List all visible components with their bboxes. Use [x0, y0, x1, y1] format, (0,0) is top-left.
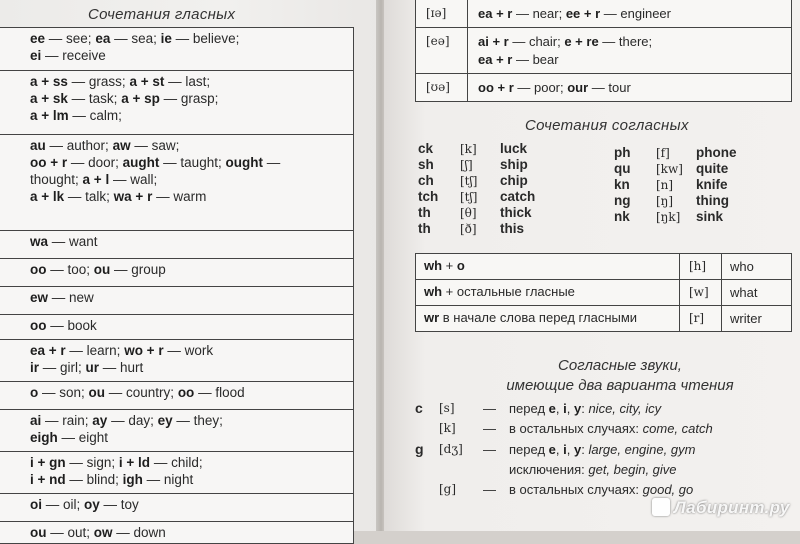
consonant-example: sink	[696, 209, 724, 224]
bold-fragment: au	[30, 138, 46, 153]
labirint-watermark: Лабиринт.ру	[652, 498, 790, 518]
two-readings-title-line2: имеющие два варианта чтения	[506, 377, 734, 394]
vowel-row	[0, 409, 353, 451]
two-readings-title	[470, 356, 770, 396]
bold-fragment: ei	[30, 48, 42, 63]
bold-fragment: wr	[424, 310, 440, 325]
text-fragment: — learn;	[65, 343, 125, 358]
example-cell	[468, 74, 641, 101]
bold-fragment: ow	[93, 525, 113, 540]
consonant-ipa: [θ]	[460, 206, 477, 220]
bold-fragment: a + lm	[30, 108, 69, 123]
reading-text	[509, 481, 693, 498]
text-fragment: перед	[509, 401, 549, 416]
reading-text	[509, 420, 713, 437]
bold-fragment: e	[548, 401, 556, 416]
bold-fragment: i + gn	[30, 455, 66, 470]
text-fragment: —	[262, 155, 281, 170]
bold-fragment: wa + r	[113, 189, 153, 204]
consonant-entry	[418, 157, 535, 173]
consonant-entry	[614, 193, 737, 209]
bold-fragment: oy	[84, 497, 100, 512]
example-words: come, catch	[642, 421, 713, 436]
reading-line	[415, 461, 795, 481]
consonant-entry	[614, 145, 737, 161]
vowel-row	[0, 230, 353, 258]
bold-fragment: oo + r	[478, 80, 514, 95]
text-fragment: — task;	[67, 91, 122, 106]
vowel-row	[0, 258, 353, 286]
bold-fragment: oo + r	[30, 155, 68, 170]
text-fragment: — eight	[57, 430, 109, 445]
text-fragment: — door;	[67, 155, 123, 170]
consonant-combo: ng	[614, 193, 631, 208]
example-words: nice, city, icy	[588, 401, 662, 416]
vowel-row	[0, 451, 353, 493]
consonant-example: this	[500, 221, 525, 236]
consonant-list-right	[614, 145, 737, 225]
consonant-combo: ph	[614, 145, 631, 160]
bold-fragment: ou	[88, 385, 106, 400]
example-cell: what	[730, 285, 758, 300]
reading-text	[509, 400, 661, 417]
bold-fragment: aught	[122, 155, 160, 170]
bold-fragment: ee	[30, 31, 46, 46]
text-fragment: thought;	[30, 172, 83, 187]
consonant-combo: th	[418, 221, 431, 236]
bold-fragment: ea + r	[478, 52, 513, 67]
bold-fragment: e + re	[564, 34, 599, 49]
text-fragment: — child;	[150, 455, 203, 470]
text-fragment: — talk;	[64, 189, 114, 204]
consonant-example: quite	[696, 161, 729, 176]
reading-text	[509, 461, 677, 478]
text-fragment: — last;	[164, 74, 211, 89]
bold-fragment: e	[548, 442, 556, 457]
consonant-entry	[418, 141, 535, 157]
bold-fragment: a + l	[82, 172, 110, 187]
text-fragment: — receive	[41, 48, 106, 63]
r-table-row	[416, 0, 791, 27]
text-fragment: ,	[566, 401, 574, 416]
consonant-combo: tch	[418, 189, 439, 204]
consonant-example: catch	[500, 189, 536, 204]
vowel-row	[0, 493, 353, 521]
r-table-row	[416, 27, 791, 73]
dash: —	[483, 442, 496, 457]
consonant-example: thick	[500, 205, 532, 220]
text-fragment: — saw;	[130, 138, 180, 153]
vowel-row	[0, 381, 353, 409]
letter-g-readings	[415, 441, 795, 501]
text-fragment: — bear	[512, 52, 559, 67]
bold-fragment: ee + r	[565, 6, 601, 21]
text-fragment: исключения:	[509, 462, 589, 477]
consonant-entry	[614, 209, 737, 225]
bold-fragment: a + ss	[30, 74, 68, 89]
bold-fragment: ea	[95, 31, 111, 46]
reading-ipa: [k]	[439, 421, 456, 435]
text-fragment: — taught;	[159, 155, 226, 170]
bold-fragment: ai + r	[478, 34, 509, 49]
bold-fragment: i + nd	[30, 472, 66, 487]
rule-cell	[416, 306, 680, 331]
example-cell	[468, 28, 662, 73]
text-fragment: — see;	[45, 31, 96, 46]
text-fragment: — warm	[152, 189, 207, 204]
reading-ipa: [dʒ]	[439, 442, 463, 456]
consonant-ipa: [tʃ]	[460, 174, 478, 188]
letter-c: c	[415, 400, 423, 416]
text-fragment: — out;	[46, 525, 94, 540]
bold-fragment: y	[573, 401, 582, 416]
bold-fragment: ay	[92, 413, 108, 428]
consonant-combo: qu	[614, 161, 631, 176]
consonant-combo: ch	[418, 173, 434, 188]
text-fragment: — engineer	[600, 6, 671, 21]
text-fragment: — oil;	[42, 497, 85, 512]
text-fragment: — rain;	[41, 413, 93, 428]
bold-fragment: oo	[177, 385, 195, 400]
reading-line	[415, 400, 795, 420]
dash: —	[483, 482, 496, 497]
bold-fragment: oo	[30, 262, 47, 277]
bold-fragment: aw	[112, 138, 131, 153]
bold-fragment: oi	[30, 497, 42, 512]
bold-fragment: wa	[30, 234, 49, 249]
text-fragment: в остальных случаях:	[509, 482, 643, 497]
bold-fragment: our	[567, 80, 589, 95]
vowel-combinations-title: Сочетания гласных	[88, 6, 236, 23]
text-fragment: в остальных случаях:	[509, 421, 643, 436]
consonant-ipa: [ŋk]	[656, 210, 681, 224]
text-fragment: — chair;	[508, 34, 565, 49]
ipa-cell: [h]	[680, 254, 722, 279]
bold-fragment: wo + r	[124, 343, 164, 358]
r-table-row	[416, 73, 791, 101]
text-fragment: — hurt	[99, 360, 144, 375]
vowel-row	[0, 134, 353, 230]
ipa-cell: [ʊə]	[416, 74, 468, 101]
rule-cell	[416, 280, 680, 305]
labirint-logo-icon	[652, 498, 670, 516]
bold-fragment: oo	[30, 318, 47, 333]
consonant-entry	[614, 177, 737, 193]
ipa-cell: [eə]	[416, 28, 468, 73]
letter-g: g	[415, 441, 424, 457]
bold-fragment: ea + r	[478, 6, 513, 21]
text-fragment: — author;	[45, 138, 113, 153]
ipa-cell: [ɪə]	[416, 0, 468, 27]
consonant-example: phone	[696, 145, 737, 160]
text-fragment: + остальные гласные	[442, 284, 575, 299]
example-words: good, go	[642, 482, 694, 497]
text-fragment: — sea;	[110, 31, 161, 46]
text-fragment: — girl;	[39, 360, 86, 375]
text-fragment: ,	[555, 442, 564, 457]
text-fragment: — want	[48, 234, 98, 249]
text-fragment: ,	[555, 401, 564, 416]
bold-fragment: i	[563, 442, 567, 457]
vowel-row	[0, 339, 353, 381]
ipa-cell: [w]	[680, 280, 722, 305]
consonant-combo: sh	[418, 157, 434, 172]
text-fragment: перед	[509, 442, 549, 457]
bold-fragment: i	[563, 401, 567, 416]
bold-fragment: igh	[122, 472, 143, 487]
bold-fragment: ur	[85, 360, 100, 375]
vowel-row	[0, 521, 353, 543]
wh-wr-table	[415, 253, 792, 332]
consonant-example: knife	[696, 177, 728, 192]
bold-fragment: i + ld	[118, 455, 151, 470]
bold-fragment: eigh	[30, 430, 58, 445]
bold-fragment: wh	[424, 258, 443, 273]
text-fragment: — calm;	[68, 108, 122, 123]
bold-fragment: ou	[93, 262, 111, 277]
bold-fragment: o	[456, 258, 465, 273]
consonant-entry	[418, 205, 535, 221]
consonant-combo: th	[418, 205, 431, 220]
bold-fragment: ie	[160, 31, 172, 46]
consonant-ipa: [ð]	[460, 222, 477, 236]
example-words: large, engine, gym	[588, 442, 696, 457]
text-fragment: — believe;	[171, 31, 240, 46]
reading-line	[415, 441, 795, 461]
text-fragment: — night	[142, 472, 194, 487]
dash: —	[483, 401, 496, 416]
consonant-ipa: [ʃ]	[460, 158, 473, 172]
consonant-example: luck	[500, 141, 528, 156]
consonant-ipa: [n]	[656, 178, 674, 192]
text-fragment: — sign;	[65, 455, 119, 470]
consonant-ipa: [ŋ]	[656, 194, 674, 208]
text-fragment: — new	[48, 290, 94, 305]
text-fragment: — blind;	[65, 472, 123, 487]
reading-ipa: [g]	[439, 482, 457, 496]
text-fragment: +	[442, 258, 457, 273]
example-cell: who	[730, 259, 754, 274]
text-fragment: — country;	[105, 385, 178, 400]
text-fragment: — there;	[598, 34, 653, 49]
bold-fragment: a + sp	[121, 91, 160, 106]
two-readings-title-line1: Согласные звуки,	[558, 357, 682, 374]
consonant-combinations-title: Сочетания согласных	[525, 117, 689, 134]
consonant-example: ship	[500, 157, 528, 172]
text-fragment: — day;	[107, 413, 158, 428]
text-fragment: — too;	[46, 262, 94, 277]
text-fragment: — tour	[588, 80, 631, 95]
text-fragment: — group	[110, 262, 166, 277]
bold-fragment: ought	[225, 155, 263, 170]
letter-c-readings	[415, 400, 795, 440]
text-fragment: — work	[163, 343, 214, 358]
consonant-list-left	[418, 141, 535, 237]
dash: —	[483, 421, 496, 436]
consonant-ipa: [tʃ]	[460, 190, 478, 204]
r-diphthongs-table	[415, 0, 792, 102]
bold-fragment: ir	[30, 360, 40, 375]
consonant-ipa: [k]	[460, 142, 477, 156]
bold-fragment: ai	[30, 413, 42, 428]
text-fragment: :	[581, 401, 589, 416]
vowel-row	[0, 314, 353, 339]
vowel-row	[0, 286, 353, 314]
consonant-entry	[418, 189, 535, 205]
wh-table-row	[416, 279, 791, 305]
reading-line	[415, 420, 795, 440]
reading-text	[509, 441, 695, 458]
text-fragment: :	[581, 442, 589, 457]
text-fragment: — toy	[99, 497, 139, 512]
text-fragment: — near;	[512, 6, 566, 21]
text-fragment: — grass;	[67, 74, 130, 89]
vowel-row	[0, 28, 353, 70]
text-fragment: — down	[112, 525, 166, 540]
consonant-combo: ck	[418, 141, 434, 156]
consonant-ipa: [kw]	[656, 162, 683, 176]
bold-fragment: wh	[424, 284, 443, 299]
ipa-cell: [r]	[680, 306, 722, 331]
rule-cell	[416, 254, 680, 279]
reading-ipa: [s]	[439, 401, 455, 415]
bold-fragment: ew	[30, 290, 49, 305]
consonant-entry	[418, 221, 535, 237]
bold-fragment: a + sk	[30, 91, 68, 106]
example-words: get, begin, give	[588, 462, 677, 477]
consonant-ipa: [f]	[656, 146, 670, 160]
example-cell: writer	[730, 311, 762, 326]
vowel-combinations-table	[0, 27, 354, 544]
bold-fragment: o	[30, 385, 39, 400]
text-fragment: — poor;	[513, 80, 568, 95]
text-fragment: — son;	[38, 385, 89, 400]
consonant-entry	[418, 173, 535, 189]
bold-fragment: ey	[157, 413, 173, 428]
text-fragment: ,	[566, 442, 574, 457]
consonant-entry	[614, 161, 737, 177]
consonant-example: thing	[696, 193, 729, 208]
text-fragment: в начале слова перед гласными	[439, 310, 638, 325]
wh-table-row	[416, 254, 791, 279]
bold-fragment: a + lk	[30, 189, 65, 204]
bold-fragment: ou	[30, 525, 47, 540]
text-fragment: — they;	[172, 413, 223, 428]
bold-fragment: ea + r	[30, 343, 66, 358]
left-page	[0, 0, 378, 540]
text-fragment: — flood	[194, 385, 245, 400]
bold-fragment: a + st	[129, 74, 165, 89]
text-fragment: — grasp;	[159, 91, 219, 106]
example-cell	[468, 0, 681, 27]
consonant-combo: kn	[614, 177, 630, 192]
vowel-row	[0, 70, 353, 134]
bold-fragment: y	[573, 442, 582, 457]
text-fragment: — book	[46, 318, 97, 333]
consonant-combo: nk	[614, 209, 630, 224]
consonant-example: chip	[500, 173, 528, 188]
text-fragment: — wall;	[109, 172, 158, 187]
wh-table-row	[416, 305, 791, 331]
